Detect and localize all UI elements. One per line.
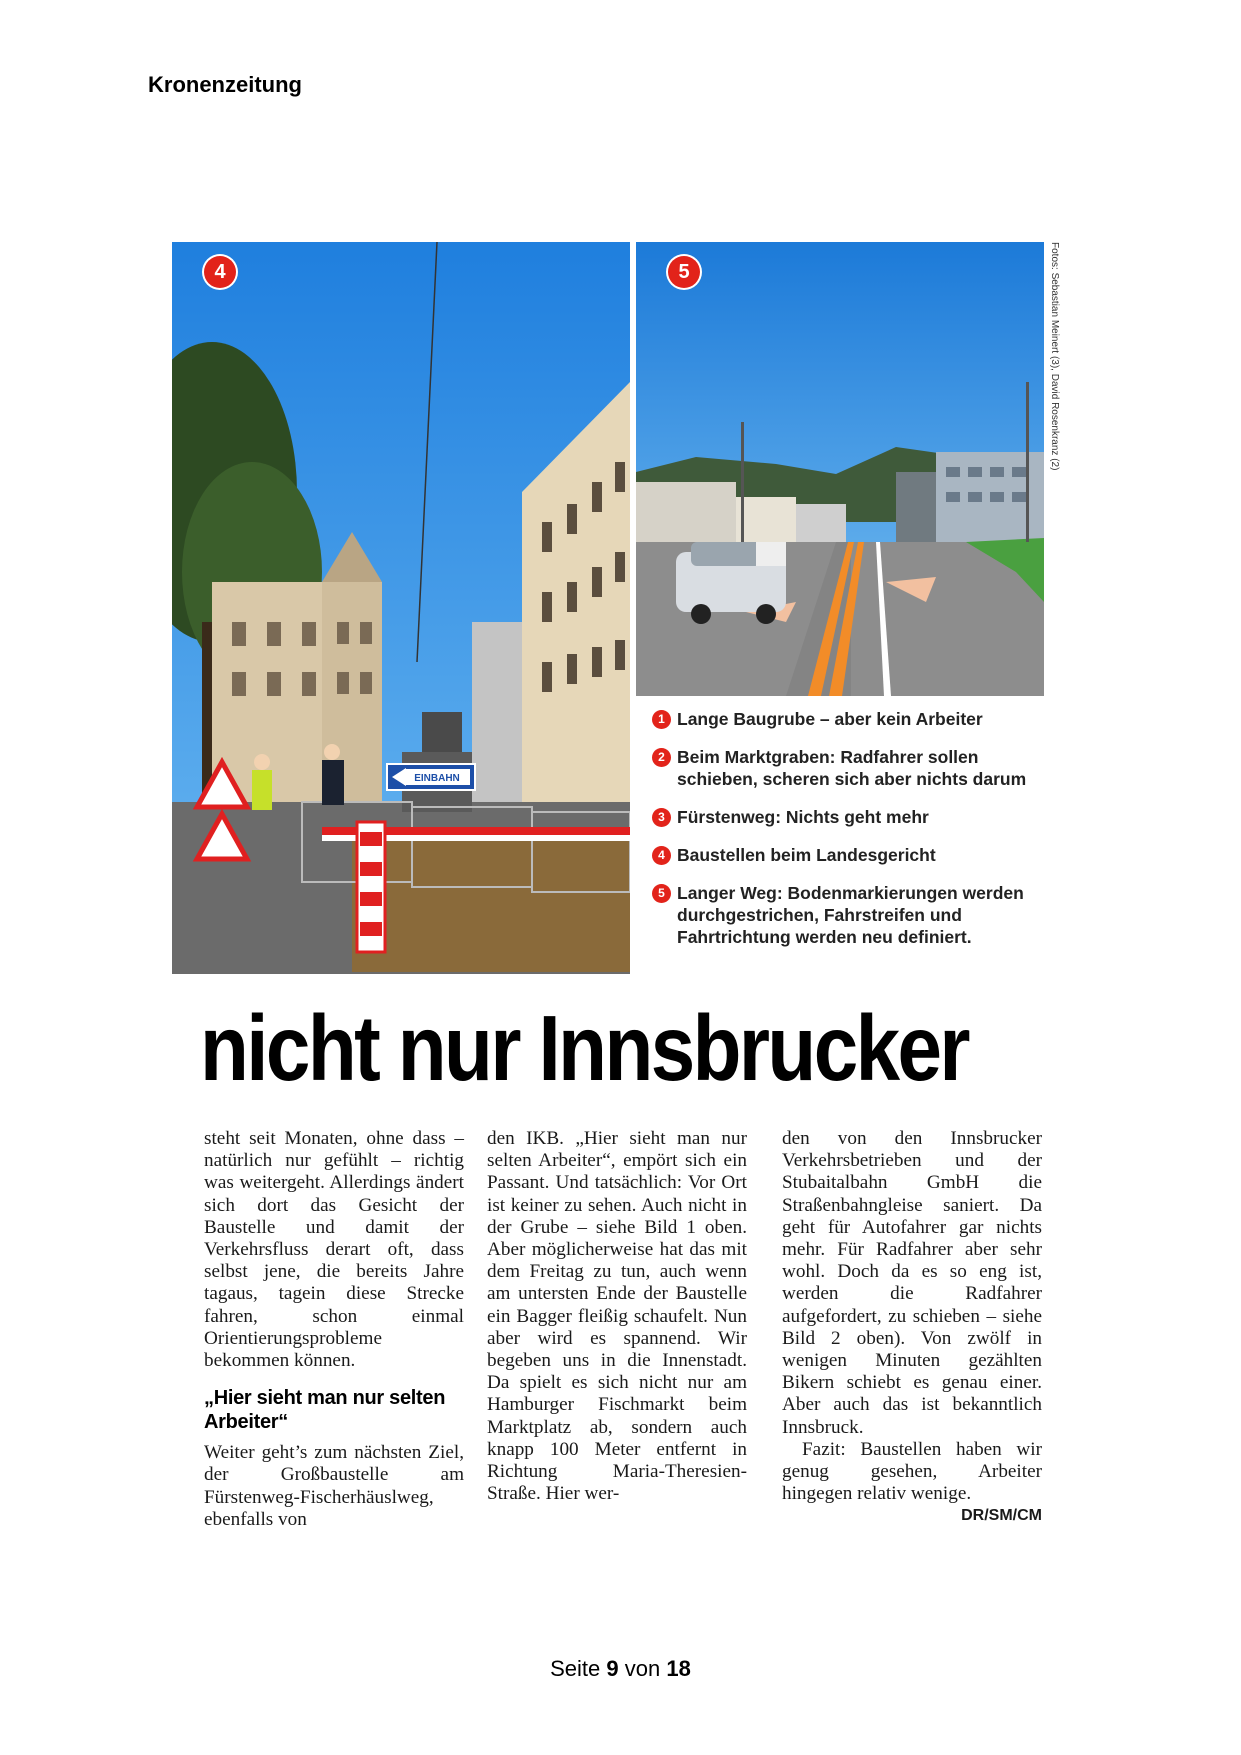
photo-road-markings [636, 242, 1044, 696]
caption-text: Langer Weg: Bodenmarkierungen werden durchgestrichen, Fahrstreifen und Fahrtrichtung werden neu definiert. [677, 883, 1024, 947]
photo-credit [1046, 242, 1062, 512]
page-label: Seite [550, 1656, 601, 1681]
article-paragraph: den von den Innsbrucker Verkehrsbetrieben und der Stubaitalbahn GmbH die Straßenbahngleise saniert. Da geht für Autofahrer gar nichts mehr. Für Radfahrer aber sehr wohl. Doch da es so eng ist, werden die Radfahrer aufgefordert, zu schieben – siehe Bild 2 oben). Von zwölf in wenigen Minuten gezählten Bikern schiebt es genau einer. Aber auch das ist bekanntlich Innsbruck. [782, 1128, 1042, 1438]
article-paragraph: den IKB. „Hier sieht man nur selten Arbeiter“, empört sich ein Passant. Und tatsächlich: Vor Ort ist keiner zu sehen. Auch nicht in der Grube – siehe Bild 1 oben. Aber möglicherweise hat das mit dem Freitag zu tun, auch wenn am untersten Ende der Baustelle ein Bagger fleißig schaufelt. Nun aber wird es spannend. Wir begeben uns in die Innenstadt. Da spielt es sich nicht nur am Hamburger Fischmarkt beim Marktplatz ab, sondern auch knapp 100 Meter entfernt in Richtung Maria-Theresien-Straße. Hier wer- [487, 1128, 747, 1505]
article-headline: nicht nur Innsbrucker [200, 996, 968, 1100]
article-paragraph: Fazit: Baustellen haben wir genug gesehen, Arbeiter hingegen relativ wenige. [782, 1438, 1042, 1505]
article-subheading: „Hier sieht man nur selten Arbeiter“ [204, 1387, 446, 1434]
photo-captions [652, 708, 1052, 964]
caption-item [652, 844, 1052, 866]
article-column-2 [487, 1128, 747, 1505]
photo-number-badge: 5 [668, 256, 700, 288]
road-illustration [636, 242, 1044, 696]
caption-text: Beim Marktgraben: Radfahrer sollen schieben, scheren sich aber nichts darum [677, 747, 1027, 789]
photo-number-badge: 4 [204, 256, 236, 288]
article-paragraph: steht seit Monaten, ohne dass – natürlich nur gefühlt – richtig was weitergeht. Allerdings ändert sich dort das Gesicht der Baustelle und damit der Verkehrsfluss derart oft, dass selbst jene, die bereits Jahre tagaus, tagein diese Strecke fahren, schon einmal Orientierungsprobleme bekommen können. [204, 1128, 464, 1372]
photo-construction-site [172, 242, 630, 974]
photo-credit-text: Fotos: Sebastian Meinert (3), David Rosenkranz (2) [1049, 242, 1060, 471]
article-column-1 [204, 1128, 464, 1531]
caption-item [652, 806, 1052, 828]
caption-text: Fürstenweg: Nichts geht mehr [677, 807, 929, 827]
construction-site-illustration [172, 242, 630, 974]
caption-number: 3 [652, 808, 671, 827]
article-paragraph: Weiter geht’s zum nächsten Ziel, der Großbaustelle am Fürstenweg-Fischerhäuslweg, ebenfalls von [204, 1442, 464, 1530]
caption-item [652, 708, 1052, 730]
einbahn-sign-text: EINBAHN [414, 773, 460, 784]
caption-item [652, 882, 1052, 948]
caption-number: 4 [652, 846, 671, 865]
caption-text: Baustellen beim Landesgericht [677, 845, 936, 865]
caption-text: Lange Baugrube – aber kein Arbeiter [677, 709, 983, 729]
page-footer [0, 1656, 1241, 1682]
article-byline: DR/SM/CM [961, 1507, 1042, 1525]
publication-name: Kronenzeitung [148, 72, 302, 97]
page-separator: von [624, 1656, 661, 1681]
article-column-3 [782, 1128, 1042, 1527]
caption-number: 2 [652, 748, 671, 767]
total-page-count: 18 [666, 1656, 691, 1681]
current-page-number: 9 [606, 1656, 619, 1681]
caption-number: 1 [652, 710, 671, 729]
caption-number: 5 [652, 884, 671, 903]
caption-item [652, 746, 1052, 790]
